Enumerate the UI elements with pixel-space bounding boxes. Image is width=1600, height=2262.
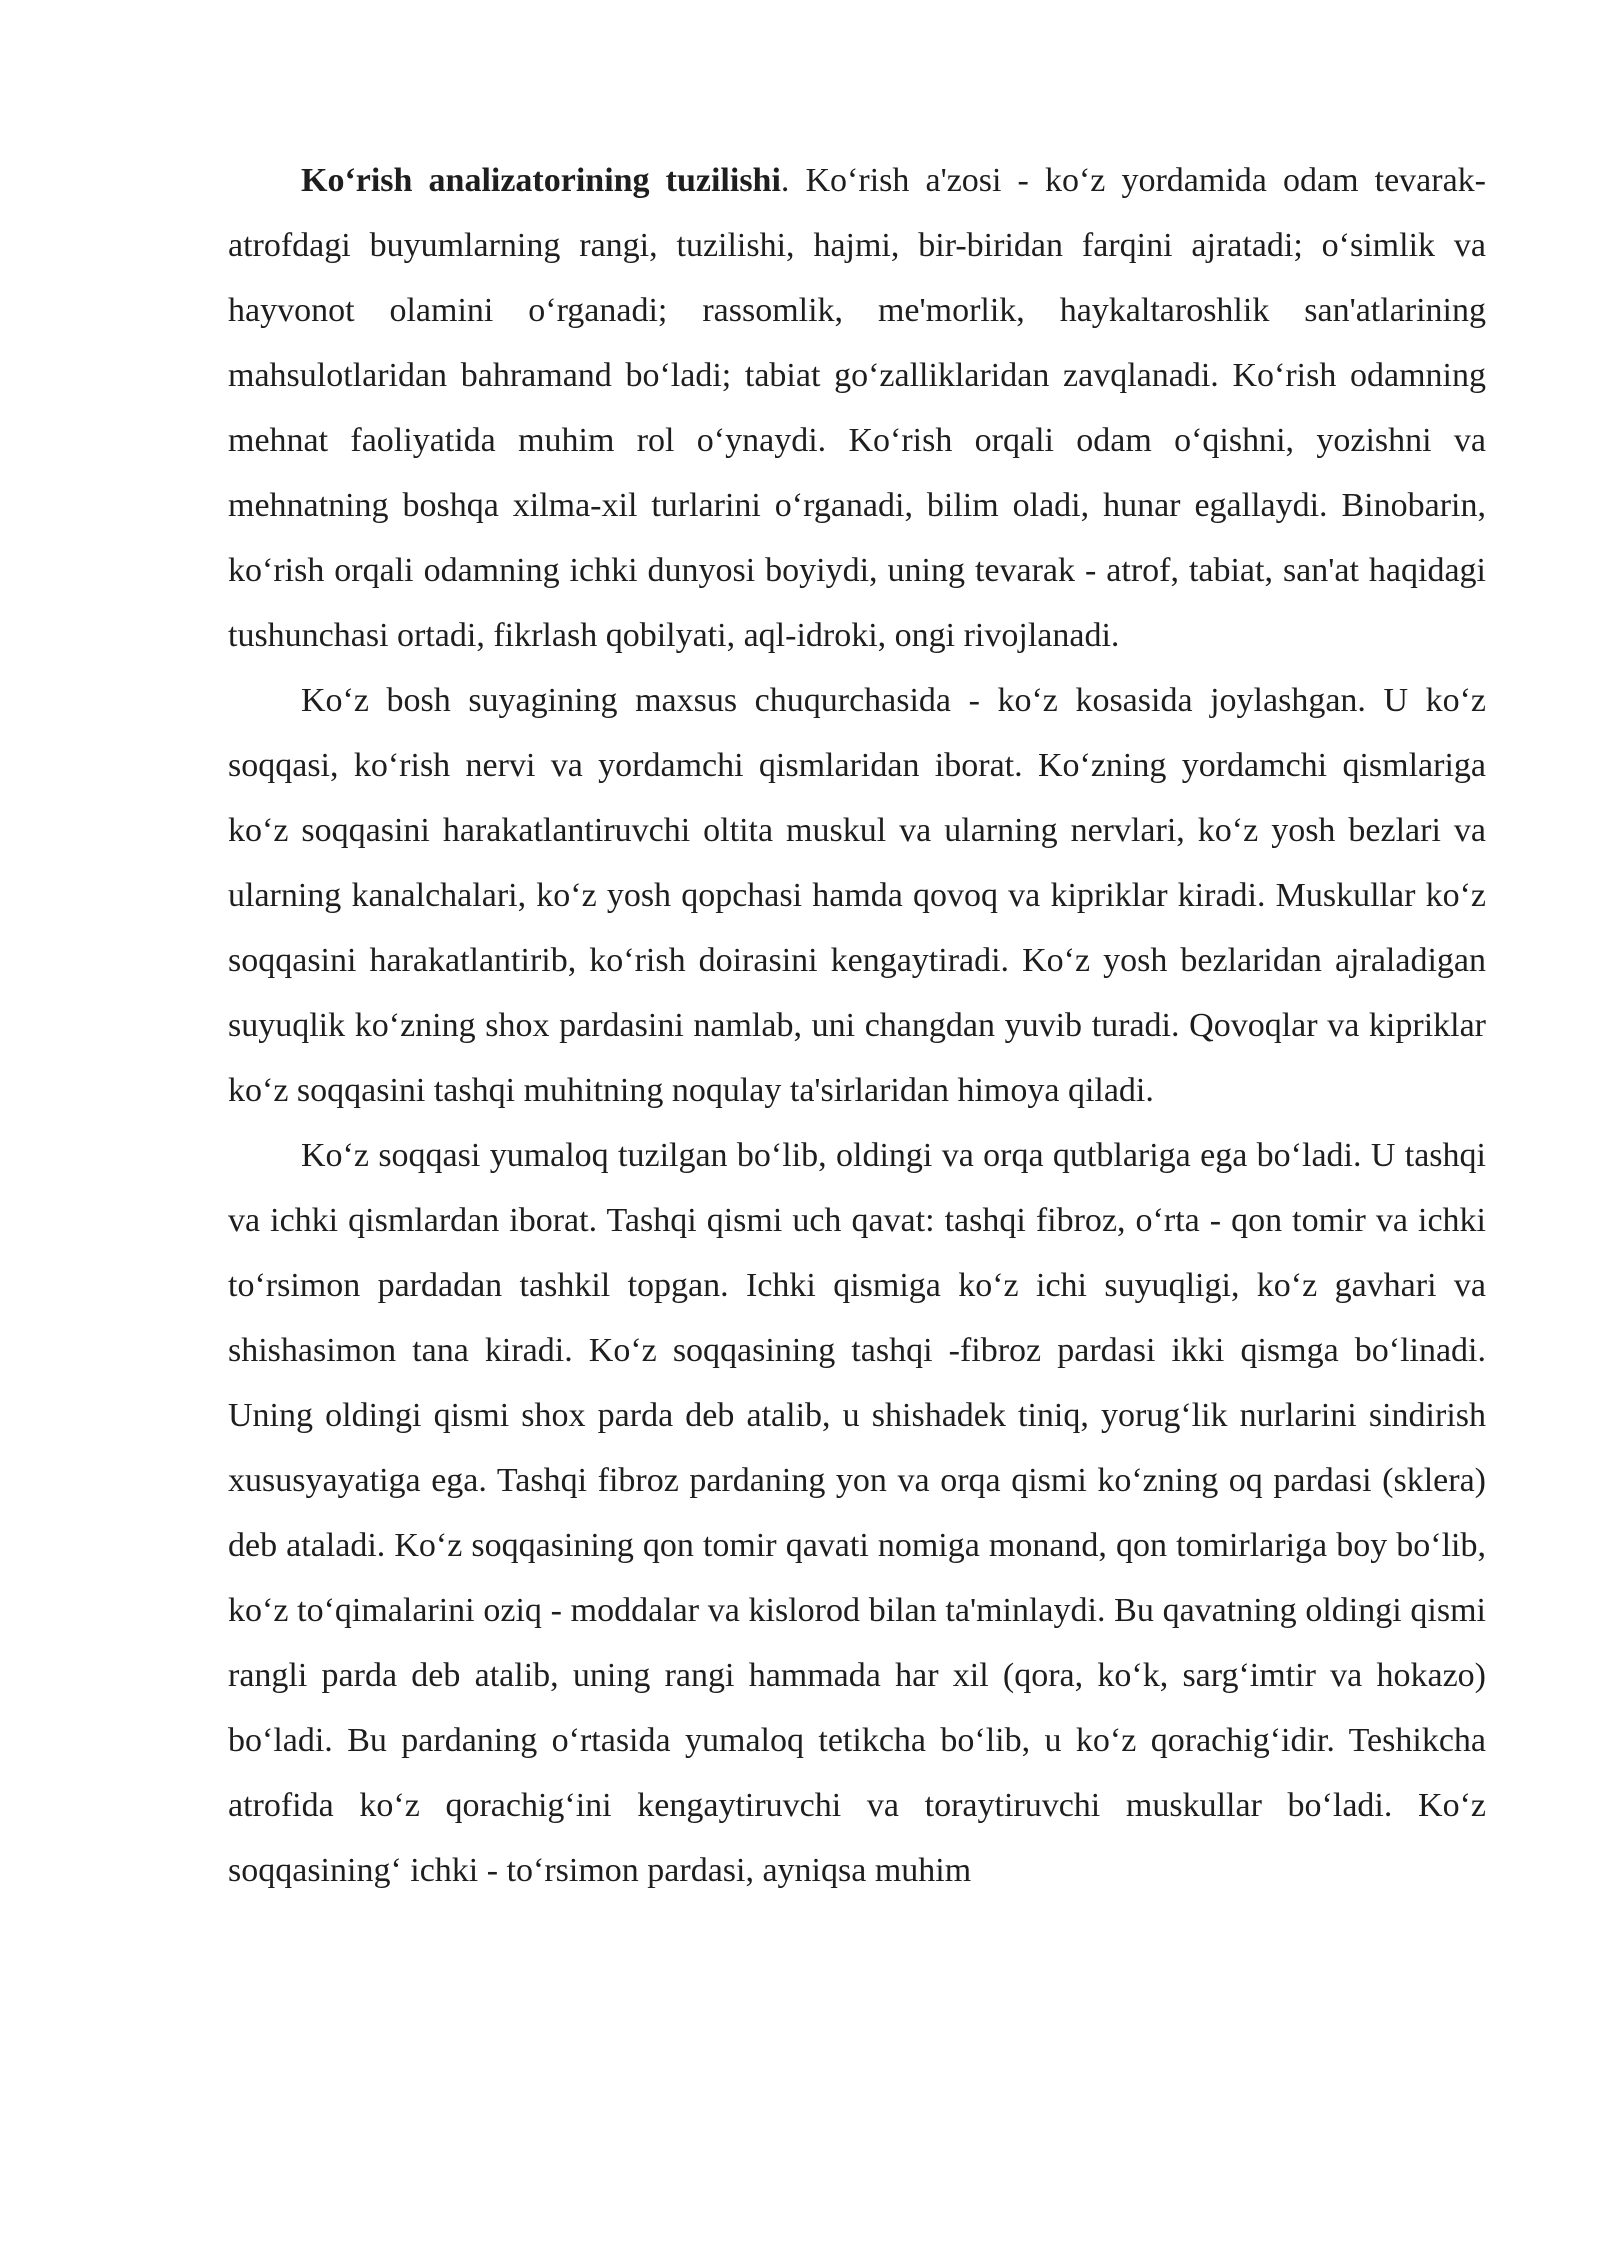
- paragraph-intro: [228, 148, 1486, 668]
- paragraph-eye-location: Ko‘z bosh suyagining maxsus chuqurchasida - ko‘z kosasida joylashgan. U ko‘z soqqasi, ko‘rish nervi va yordamchi qismlaridan iborat. Ko‘zning yordamchi qismlariga ko‘z soqqasini harakatlantiruvchi oltita muskul va ularning nervlari, ko‘z yosh bezlari va ularning kanalchalari, ko‘z yosh qopchasi hamda qovoq va kipriklar kiradi. Muskullar ko‘z soqqasini harakatlantirib, ko‘rish doirasini kengaytiradi. Ko‘z yosh bezlaridan ajraladigan suyuqlik ko‘zning shox pardasini namlab, uni changdan yuvib turadi. Qovoqlar va kipriklar ko‘z soqqasini tashqi muhitning noqulay ta'sirlaridan himoya qiladi.: [228, 682, 1486, 1109]
- document-page: [228, 148, 1486, 1903]
- section-heading: Ko‘rish analizatorining tuzilishi: [301, 162, 781, 199]
- paragraph-eyeball-structure: Ko‘z soqqasi yumaloq tuzilgan bo‘lib, oldingi va orqa qutblariga ega bo‘ladi. U tashqi va ichki qismlardan iborat. Tashqi qismi uch qavat: tashqi fibroz, o‘rta - qon tomir va ichki to‘rsimon pardadan tashkil topgan. Ichki qismiga ko‘z ichi suyuqligi, ko‘z gavhari va shishasimon tana kiradi. Ko‘z soqqasining tashqi -fibroz pardasi ikki qismga bo‘linadi. Uning oldingi qismi shox parda deb atalib, u shishadek tiniq, yorug‘lik nurlarini sindirish xususyayatiga ega. Tashqi fibroz pardaning yon va orqa qismi ko‘zning oq pardasi (sklera) deb ataladi. Ko‘z soqqasining qon tomir qavati nomiga monand, qon tomirlariga boy bo‘lib, ko‘z to‘qimalarini oziq - moddalar va kislorod bilan ta'minlaydi. Bu qavatning oldingi qismi rangli parda deb atalib, uning rangi hammada har xil (qora, ko‘k, sarg‘imtir va hokazo) bo‘ladi. Bu pardaning o‘rtasida yumaloq tetikcha bo‘lib, u ko‘z qorachig‘idir. Teshikcha atrofida ko‘z qorachig‘ini kengaytiruvchi va toraytiruvchi muskullar bo‘ladi. Ko‘z soqqasining‘ ichki - to‘rsimon pardasi, ayniqsa muhim: [228, 1137, 1486, 1889]
- paragraph-intro-text: Ko‘rish a'zosi - ko‘z yordamida odam tevarak-atrofdagi buyumlarning rangi, tuzilishi, hajmi, bir-biridan farqini ajratadi; o‘simlik va hayvonot olamini o‘rganadi; rassomlik, me'morlik, haykaltaroshlik san'atlarining mahsulotlaridan bahramand bo‘ladi; tabiat go‘zalliklaridan zavqlanadi. Ko‘rish odamning mehnat faoliyatida muhim rol o‘ynaydi. Ko‘rish orqali odam o‘qishni, yozishni va mehnatning boshqa xilma-xil turlarini o‘rganadi, bilim oladi, hunar egallaydi. Binobarin, ko‘rish orqali odamning ichki dunyosi boyiydi, uning tevarak - atrof, tabiat, san'at haqidagi tushunchasi ortadi, fikrlash qobilyati, aql-idroki, ongi rivojlanadi.: [228, 162, 1486, 654]
- heading-period: .: [780, 162, 790, 199]
